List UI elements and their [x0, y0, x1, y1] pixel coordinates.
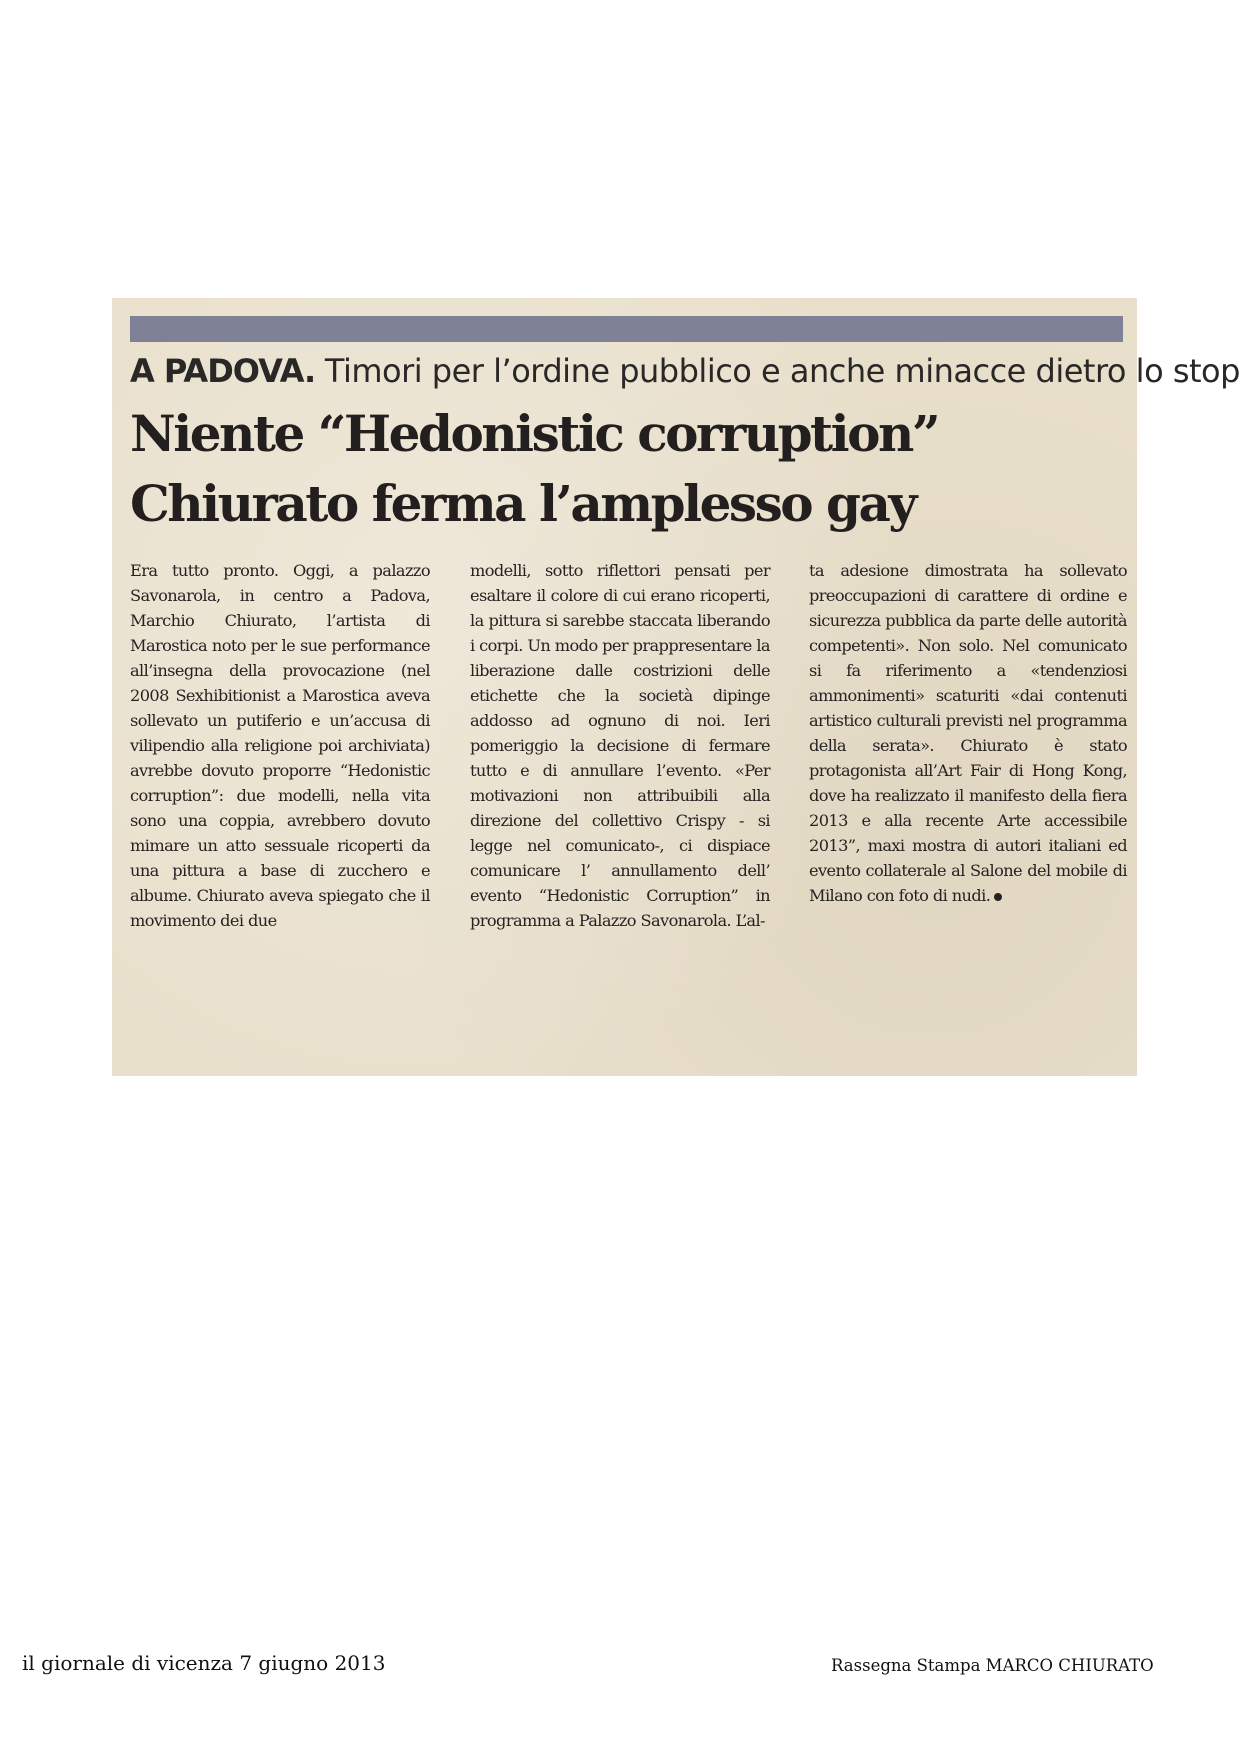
kicker-text: Timori per l’ordine pubblico e anche minacce dietro lo stop: [324, 352, 1240, 390]
header-band: [130, 316, 1123, 342]
headline-line-2: Chiurato ferma l’amplesso gay: [130, 474, 915, 533]
column-2-text: modelli, sotto riflettori pensati per esaltare il colore di cui erano ricoperti, la pittura si sarebbe staccata liberando i corpi. Un modo per prappresentare la liberazione dalle costrizioni delle etichette che la società dipinge addosso ad ognuno di noi. Ieri pomeriggio la decisione di fermare tutto e di annullare l’evento. «Per motivazioni non attribuibili alla direzione del collettivo Crispy - si legge nel comunicato-, ci dispiace comunicare l’ annullamento dell’ evento “Hedonistic Corruption” in programma a Palazzo Savonarola. L’al-: [470, 561, 770, 930]
newspaper-clipping: [112, 298, 1240, 1076]
headline-line-1: Niente “Hedonistic corruption”: [130, 404, 939, 463]
article-column-2: [470, 558, 770, 933]
footer-collection: Rassegna Stampa MARCO CHIURATO: [831, 1656, 1154, 1675]
end-mark-icon: [994, 893, 1002, 901]
column-1-text: Era tutto pronto. Oggi, a palazzo Savonarola, in centro a Padova, Marchio Chiurato, l’artista di Marostica noto per le sue performance all’insegna della provocazione (nel 2008 Sexhibitionist a Marostica aveva sollevato un putiferio e un’accusa di vilipendio alla religione poi archiviata) avrebbe dovuto proporre “Hedonistic corruption”: due modelli, nella vita sono una coppia, avrebbero dovuto mimare un atto sessuale ricoperti da una pittura a base di zucchero e albume. Chiurato aveva spiegato che il movimento dei due: [130, 561, 430, 930]
kicker-place: A PADOVA.: [130, 352, 316, 390]
footer-source: il giornale di vicenza 7 giugno 2013: [22, 1651, 386, 1675]
kicker: [130, 348, 1240, 394]
column-3-text: ta adesione dimostrata ha sollevato preoccupazioni di carattere di ordine e sicurezza pubblica da parte delle autorità competenti». Non solo. Nel comunicato si fa riferimento a «tendenziosi ammonimenti» scaturiti «dai contenuti artistico culturali previsti nel programma della serata». Chiurato è stato protagonista all’Art Fair di Hong Kong, dove ha realizzato il manifesto della fiera 2013 e alla recente Arte accessibile 2013”, maxi mostra di autori italiani ed evento collaterale al Salone del mobile di Milano con foto di nudi.: [809, 561, 1127, 905]
article-column-1: [130, 558, 430, 933]
article-column-3: [809, 558, 1127, 908]
